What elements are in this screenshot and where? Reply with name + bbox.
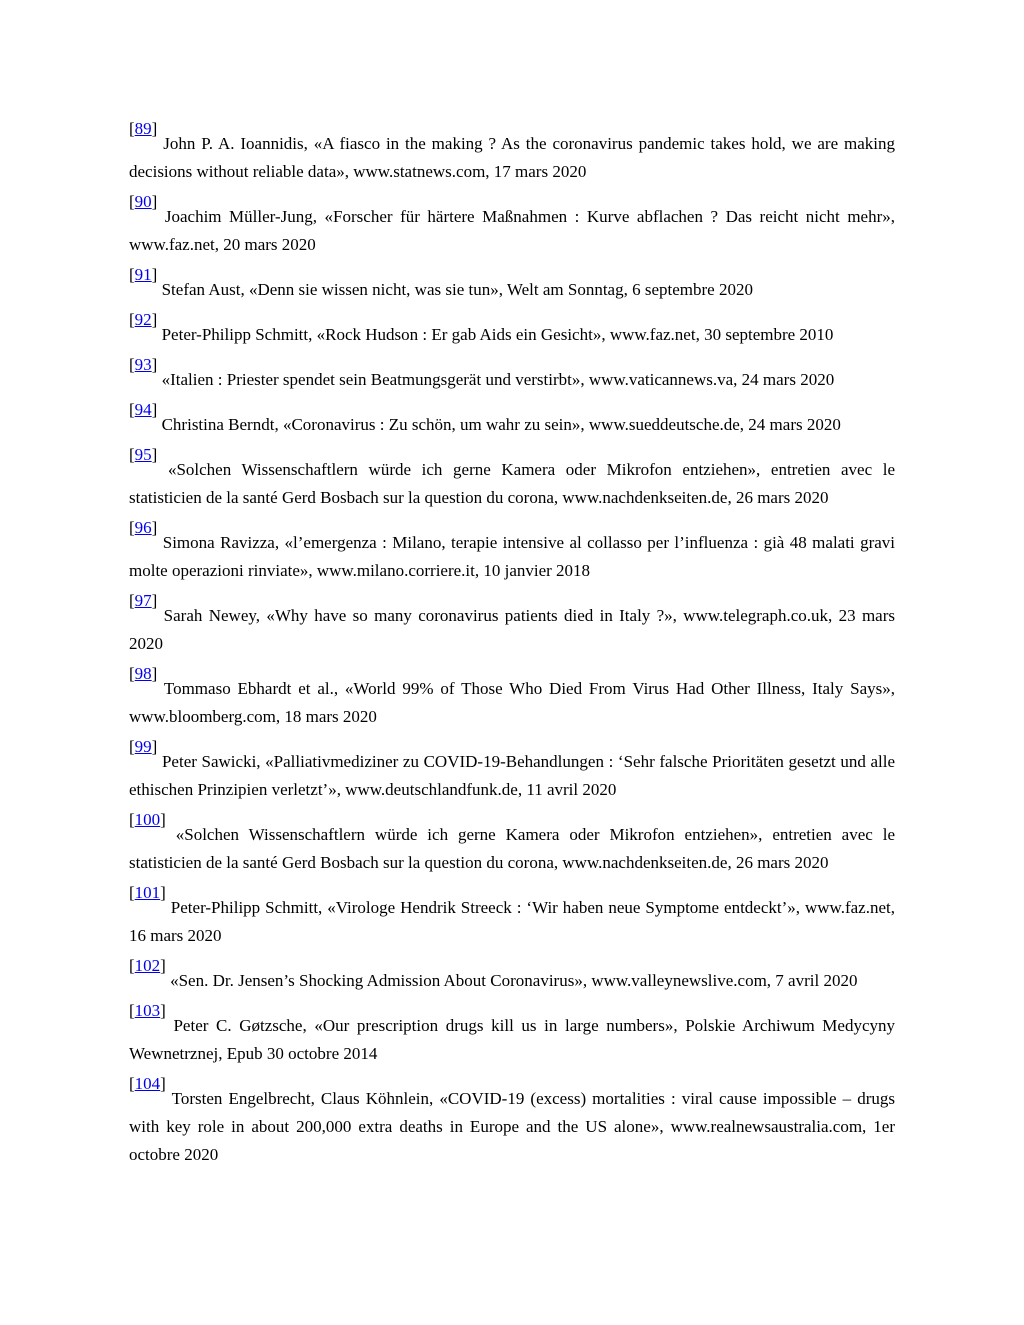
bracket-open: [ xyxy=(129,518,135,537)
footnote-link[interactable]: 92 xyxy=(134,310,152,329)
bracket-open: [ xyxy=(129,737,135,756)
bracket-open: [ xyxy=(129,355,135,374)
bracket-close: ] xyxy=(151,310,158,329)
footnote-marker xyxy=(129,192,157,211)
reference-text: Torsten Engelbrecht, Claus Köhnlein, «COVID-19 (excess) mortalities : viral cause impossible – drugs with key role in about 200,000 extra deaths in Europe and the US alone», www.realnewsaustralia.com, 1er octobre 2020 xyxy=(129,1089,895,1164)
footnote-marker xyxy=(129,1074,166,1093)
reference-entry xyxy=(129,737,895,804)
reference-text: «Solchen Wissenschaftlern würde ich gerne Kamera oder Mikrofon entziehen», entretien avec le statisticien de la santé Gerd Bosbach sur la question du corona, www.nachdenkseiten.de, 26 mars 2020 xyxy=(129,825,895,872)
footnote-link[interactable]: 91 xyxy=(134,265,152,284)
bracket-close: ] xyxy=(151,400,158,419)
bracket-open: [ xyxy=(129,265,135,284)
reference-text: Joachim Müller-Jung, «Forscher für härtere Maßnahmen : Kurve abflachen ? Das reicht nicht mehr», www.faz.net, 20 mars 2020 xyxy=(129,207,895,254)
footnote-link[interactable]: 104 xyxy=(134,1074,161,1093)
bracket-open: [ xyxy=(129,119,135,138)
bracket-close: ] xyxy=(151,664,158,683)
reference-entry xyxy=(129,310,895,349)
bracket-open: [ xyxy=(129,664,135,683)
bracket-open: [ xyxy=(129,310,135,329)
footnote-marker xyxy=(129,591,157,610)
bracket-close: ] xyxy=(151,591,158,610)
footnote-link[interactable]: 96 xyxy=(134,518,152,537)
bracket-open: [ xyxy=(129,1074,135,1093)
footnote-link[interactable]: 95 xyxy=(134,445,152,464)
bracket-close: ] xyxy=(151,119,158,138)
reference-text: Sarah Newey, «Why have so many coronavirus patients died in Italy ?», www.telegraph.co.uk, 23 mars 2020 xyxy=(129,606,895,653)
bracket-open: [ xyxy=(129,591,135,610)
reference-text: John P. A. Ioannidis, «A fiasco in the making ? As the coronavirus pandemic takes hold, we are making decisions without reliable data», www.statnews.com, 17 mars 2020 xyxy=(129,134,895,181)
footnote-marker xyxy=(129,1001,166,1020)
reference-entry xyxy=(129,1074,895,1169)
bracket-open: [ xyxy=(129,1001,135,1020)
reference-entry xyxy=(129,518,895,585)
references-list xyxy=(129,119,895,1169)
reference-entry xyxy=(129,265,895,304)
reference-text: «Solchen Wissenschaftlern würde ich gerne Kamera oder Mikrofon entziehen», entretien avec le statisticien de la santé Gerd Bosbach sur la question du corona, www.nachdenkseiten.de, 26 mars 2020 xyxy=(129,460,895,507)
reference-entry xyxy=(129,956,895,995)
reference-entry xyxy=(129,355,895,394)
footnote-link[interactable]: 101 xyxy=(134,883,161,902)
footnote-marker xyxy=(129,310,157,329)
bracket-close: ] xyxy=(151,265,158,284)
footnote-link[interactable]: 90 xyxy=(134,192,152,211)
bracket-close: ] xyxy=(160,1001,166,1020)
bracket-open: [ xyxy=(129,956,135,975)
footnote-link[interactable]: 100 xyxy=(134,810,161,829)
reference-text: «Italien : Priester spendet sein Beatmungsgerät und verstirbt», www.vaticannews.va, 24 mars 2020 xyxy=(157,370,835,389)
reference-entry xyxy=(129,192,895,259)
reference-entry xyxy=(129,1001,895,1068)
reference-entry xyxy=(129,119,895,186)
bracket-close: ] xyxy=(160,883,166,902)
footnote-marker xyxy=(129,810,166,829)
bracket-close: ] xyxy=(151,518,158,537)
bracket-open: [ xyxy=(129,810,135,829)
reference-text: Christina Berndt, «Coronavirus : Zu schön, um wahr zu sein», www.sueddeutsche.de, 24 mars 2020 xyxy=(157,415,841,434)
footnote-link[interactable]: 94 xyxy=(134,400,152,419)
footnote-marker xyxy=(129,664,157,683)
bracket-close: ] xyxy=(151,355,158,374)
footnote-link[interactable]: 98 xyxy=(134,664,152,683)
reference-entry xyxy=(129,664,895,731)
footnote-marker xyxy=(129,956,166,975)
bracket-open: [ xyxy=(129,445,135,464)
reference-entry xyxy=(129,591,895,658)
footnote-marker xyxy=(129,445,157,464)
footnote-link[interactable]: 89 xyxy=(134,119,152,138)
footnote-marker xyxy=(129,355,157,374)
bracket-close: ] xyxy=(151,737,158,756)
bracket-open: [ xyxy=(129,883,135,902)
footnote-marker xyxy=(129,883,166,902)
bracket-close: ] xyxy=(151,192,158,211)
bracket-close: ] xyxy=(160,810,166,829)
footnote-link[interactable]: 97 xyxy=(134,591,152,610)
reference-entry xyxy=(129,445,895,512)
footnote-marker xyxy=(129,265,157,284)
reference-text: «Sen. Dr. Jensen’s Shocking Admission About Coronavirus», www.valleynewslive.com, 7 avril 2020 xyxy=(165,971,858,990)
reference-entry xyxy=(129,810,895,877)
bracket-open: [ xyxy=(129,400,135,419)
reference-entry xyxy=(129,400,895,439)
reference-text: Tommaso Ebhardt et al., «World 99% of Those Who Died From Virus Had Other Illness, Italy Says», www.bloomberg.com, 18 mars 2020 xyxy=(129,679,895,726)
reference-entry xyxy=(129,883,895,950)
reference-text: Peter-Philipp Schmitt, «Rock Hudson : Er gab Aids ein Gesicht», www.faz.net, 30 septembre 2010 xyxy=(157,325,834,344)
reference-text: Peter-Philipp Schmitt, «Virologe Hendrik Streeck : ‘Wir haben neue Symptome entdeckt’», www.faz.net, 16 mars 2020 xyxy=(129,898,895,945)
footnote-marker xyxy=(129,737,157,756)
reference-text: Simona Ravizza, «l’emergenza : Milano, terapie intensive al collasso per l’influenza : già 48 malati gravi molte operazioni rinviate», www.milano.corriere.it, 10 janvier 2018 xyxy=(129,533,895,580)
bracket-close: ] xyxy=(151,445,158,464)
footnote-link[interactable]: 93 xyxy=(134,355,152,374)
footnote-marker xyxy=(129,119,157,138)
footnote-marker xyxy=(129,400,157,419)
footnote-link[interactable]: 99 xyxy=(134,737,152,756)
footnote-marker xyxy=(129,518,157,537)
reference-text: Peter C. Gøtzsche, «Our prescription drugs kill us in large numbers», Polskie Archiwum Medycyny Wewnetrznej, Epub 30 octobre 2014 xyxy=(129,1016,895,1063)
reference-text: Peter Sawicki, «Palliativmediziner zu COVID-19-Behandlungen : ‘Sehr falsche Prioritäten gesetzt und alle ethischen Prinzipien verletzt’», www.deutschlandfunk.de, 11 avril 2020 xyxy=(129,752,895,799)
bracket-close: ] xyxy=(160,1074,166,1093)
bracket-close: ] xyxy=(160,956,166,975)
bracket-open: [ xyxy=(129,192,135,211)
footnote-link[interactable]: 103 xyxy=(134,1001,161,1020)
footnote-link[interactable]: 102 xyxy=(134,956,161,975)
reference-text: Stefan Aust, «Denn sie wissen nicht, was sie tun», Welt am Sonntag, 6 septembre 2020 xyxy=(157,280,753,299)
